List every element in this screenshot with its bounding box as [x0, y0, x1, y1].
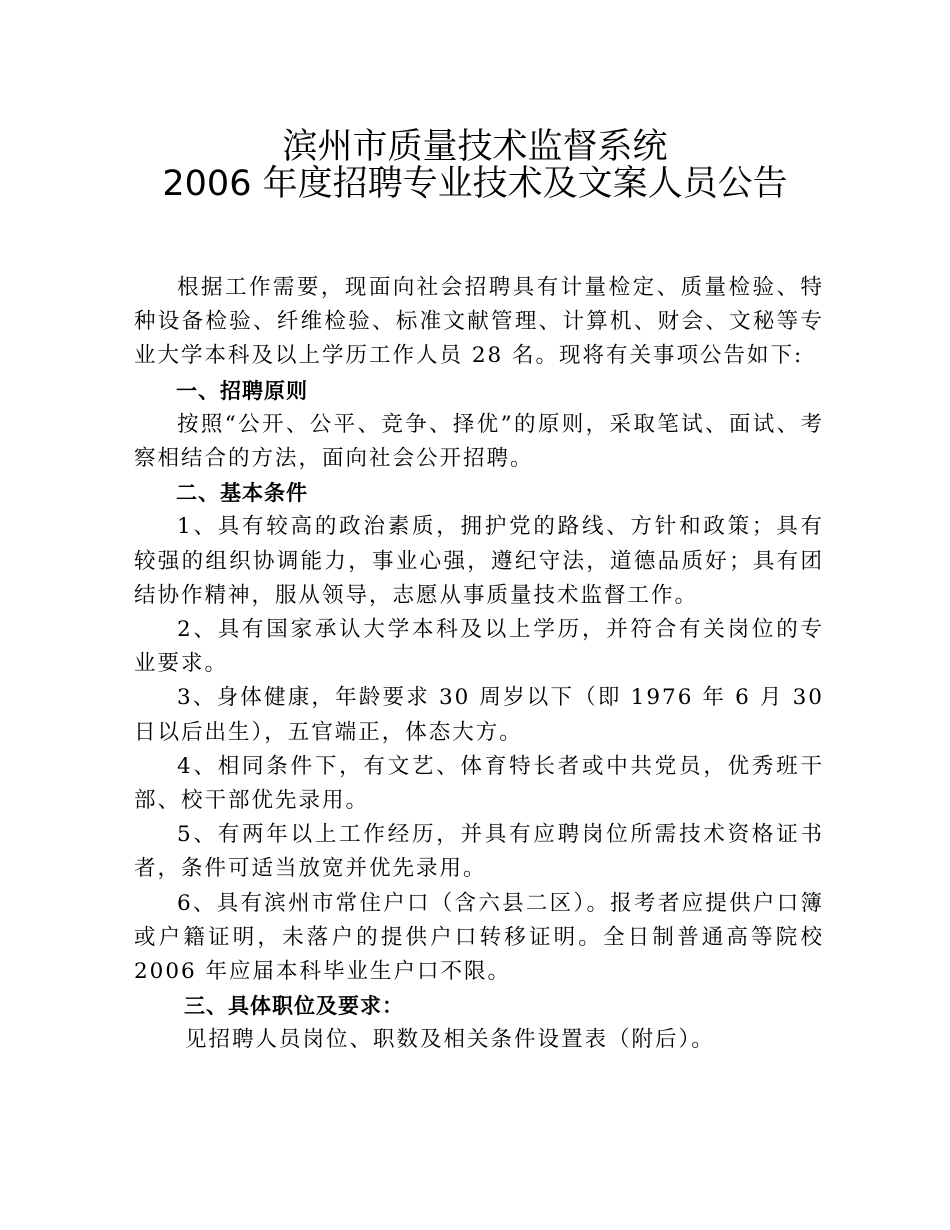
- condition-item-3: 3、身体健康，年龄要求 30 周岁以下（即 1976 年 6 月 30 日以后出生），五官端正，体态大方。: [134, 685, 824, 745]
- document-title-line-1: 滨州市质量技术监督系统: [282, 127, 668, 167]
- section-heading-conditions: 二、基本条件: [176, 481, 308, 506]
- document-body: [134, 271, 824, 1058]
- condition-item-5: 5、有两年以上工作经历，并具有应聘岗位所需技术资格证书者，条件可适当放宽并优先录用。: [134, 822, 824, 882]
- condition-item-4: 4、相同条件下，有文艺、体育特长者或中共党员，优秀班干部、校干部优先录用。: [134, 753, 824, 814]
- condition-item-6: 6、具有滨州市常住户口（含六县二区）。报考者应提供户口簿或户籍证明，未落户的提供户口转移证明。全日制普通高等院校 2006 年应届本科毕业生户口不限。: [134, 890, 824, 985]
- condition-item-2: 2、具有国家承认大学本科及以上学历，并符合有关岗位的专业要求。: [134, 617, 824, 677]
- section-heading-positions: 三、具体职位及要求：: [184, 994, 404, 1019]
- positions-paragraph: 见招聘人员岗位、职数及相关条件设置表（附后）。: [185, 1027, 715, 1053]
- condition-item-1: 1、具有较高的政治素质，拥护党的路线、方针和政策；具有较强的组织协调能力，事业心强，遵纪守法，道德品质好；具有团结协作精神，服从领导，志愿从事质量技术监督工作。: [134, 514, 824, 608]
- section-heading-principles: 一、招聘原则: [176, 378, 308, 403]
- document-title-line-2: 2006 年度招聘专业技术及文案人员公告: [162, 164, 788, 204]
- intro-paragraph: 根据工作需要，现面向社会招聘具有计量检定、质量检验、特种设备检验、纤维检验、标准文献管理、计算机、财会、文秘等专业大学本科及以上学历工作人员 28 名。现将有关事项公告如下:: [134, 275, 824, 369]
- principles-paragraph: 按照“公开、公平、竞争、择优”的原则，采取笔试、面试、考察相结合的方法，面向社会公开招聘。: [134, 411, 824, 472]
